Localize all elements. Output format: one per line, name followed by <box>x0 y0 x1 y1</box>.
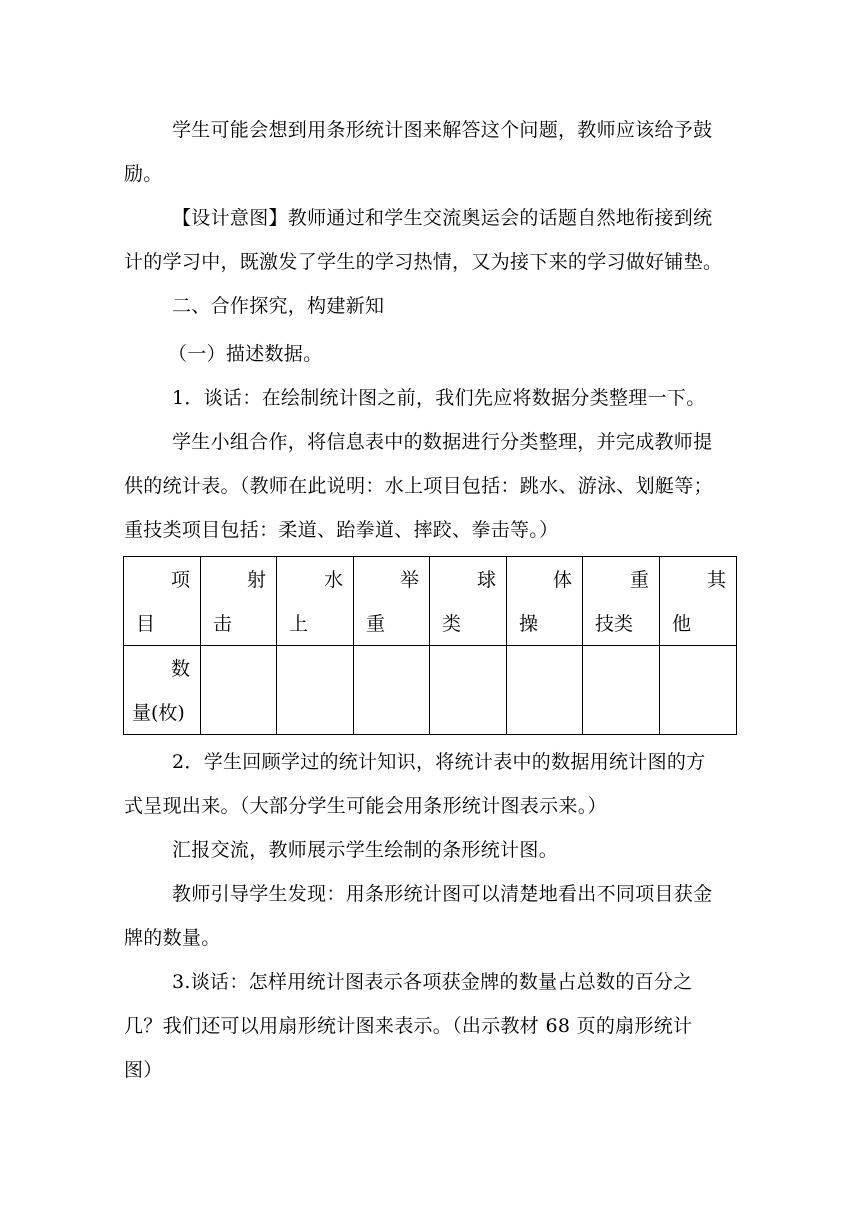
cell-text: 项 <box>170 569 190 591</box>
table-header-cell <box>430 557 507 646</box>
table-header-cell <box>660 557 737 646</box>
cell-text: 操 <box>519 613 539 635</box>
table-cell <box>507 646 583 735</box>
table-header-cell <box>124 557 201 646</box>
table-header-cell <box>354 557 430 646</box>
subsection-heading <box>124 332 744 376</box>
statistics-table <box>123 556 737 735</box>
text-line: 学生小组合作，将信息表中的数据进行分类整理，并完成教师提 <box>172 431 713 453</box>
text-line: 3.谈话：怎样用统计图表示各项获金牌的数量占总数的百分之 <box>172 971 693 993</box>
cell-text: 水 <box>323 569 343 591</box>
text-line: 学生可能会想到用条形统计图来解答这个问题，教师应该给予鼓 <box>172 119 713 141</box>
cell-text: 重 <box>629 569 649 591</box>
text-line: 供的统计表。（教师在此说明：水上项目包括：跳水、游泳、划艇等； <box>124 475 713 497</box>
paragraph-step-3 <box>124 960 744 1092</box>
cell-text: 其 <box>706 569 726 591</box>
text-line: 重技类项目包括：柔道、跆拳道、摔跤、拳击等。） <box>124 519 559 541</box>
table-header-cell <box>201 557 277 646</box>
paragraph-step-2 <box>124 740 744 828</box>
text-line: 汇报交流，教师展示学生绘制的条形统计图。 <box>172 839 559 861</box>
paragraph-encourage <box>124 108 744 196</box>
cell-text: 技类 <box>595 613 634 635</box>
cell-text: 重 <box>366 613 386 635</box>
text-line: 几？我们还可以用扇形统计图来表示。（出示教材 68 页的扇形统计 <box>124 1015 693 1037</box>
text-line: 励。 <box>124 163 163 185</box>
cell-text: 球 <box>476 569 496 591</box>
table-cell <box>124 646 201 735</box>
text-line: 1．谈话：在绘制统计图之前，我们先应将数据分类整理一下。 <box>172 387 706 409</box>
text-line: 计的学习中，既激发了学生的学习热情，又为接下来的学习做好铺垫。 <box>124 251 723 273</box>
table-cell <box>354 646 430 735</box>
cell-text: 他 <box>672 613 692 635</box>
paragraph-report <box>124 828 744 872</box>
table-cell <box>277 646 354 735</box>
cell-text: 举 <box>399 569 419 591</box>
cell-text: 数 <box>170 658 190 680</box>
paragraph-group-work <box>124 420 744 552</box>
table-header-cell <box>583 557 660 646</box>
text-line: 图） <box>124 1059 163 1081</box>
table-row <box>124 646 737 735</box>
table-header-cell <box>277 557 354 646</box>
cell-text: 上 <box>289 613 309 635</box>
text-line: 教师引导学生发现：用条形统计图可以清楚地看出不同项目获金 <box>172 883 713 905</box>
table-cell <box>430 646 507 735</box>
paragraph-step-1 <box>124 376 744 420</box>
cell-text: 量(枚) <box>132 702 185 724</box>
cell-text: 类 <box>442 613 462 635</box>
table-header-cell <box>507 557 583 646</box>
table-header-row <box>124 557 737 646</box>
text-line: 二、合作探究，构建新知 <box>172 295 385 317</box>
paragraph-design-intent <box>124 196 744 284</box>
table-cell <box>660 646 737 735</box>
table-cell <box>583 646 660 735</box>
text-line: 【设计意图】教师通过和学生交流奥运会的话题自然地衔接到统 <box>172 207 713 229</box>
text-line: 牌的数量。 <box>124 927 221 949</box>
section-heading <box>124 284 744 328</box>
paragraph-guide <box>124 872 744 960</box>
cell-text: 体 <box>552 569 572 591</box>
text-line: （一）描述数据。 <box>168 343 323 365</box>
cell-text: 目 <box>136 613 156 635</box>
cell-text: 击 <box>213 613 233 635</box>
text-line: 2．学生回顾学过的统计知识，将统计表中的数据用统计图的方 <box>172 751 706 773</box>
table-cell <box>201 646 277 735</box>
cell-text: 射 <box>246 569 266 591</box>
text-line: 式呈现出来。（大部分学生可能会用条形统计图表示来。） <box>124 795 607 817</box>
